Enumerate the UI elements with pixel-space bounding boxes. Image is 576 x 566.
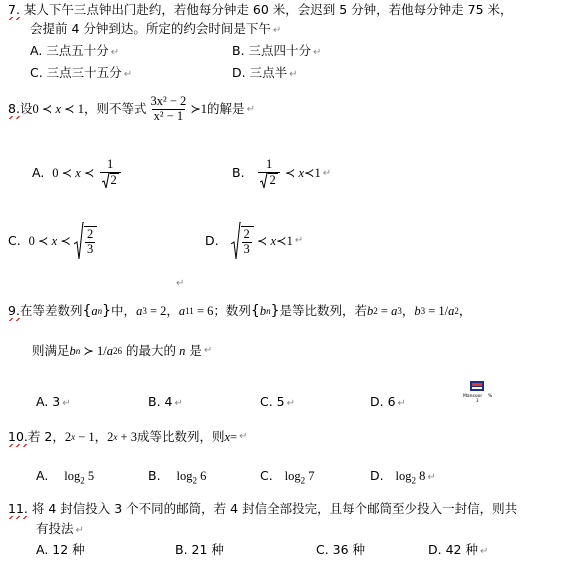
svg-text:Mansoor: Mansoor (463, 394, 483, 399)
question-8-stem: 8. 设 0 ≺ x ≺ 1 ，则不等式 $\frac{\text{3x² − 2}}{\text{x² − 1}}$ ≻ 1 的解是 ↵ (8, 94, 255, 123)
paragraph-mark-icon: ↵ (110, 47, 120, 58)
question-text: 会提前 4 分钟到达。所定的约会时间是下午 (30, 21, 271, 36)
paragraph-mark-icon: ↵ (174, 398, 183, 409)
paragraph-mark-icon: ↵ (176, 278, 185, 289)
question-number: 11. (8, 501, 28, 516)
option-d: D. $\log_2 8$ ↵ (370, 468, 436, 486)
question-11-line-2: 有投法 ↵ (36, 521, 84, 536)
question-10-stem: 10. 若 2， 2 x − 1， 2 x + 3 成等比数列，则 x = ↵ (8, 429, 248, 444)
paragraph-mark-icon: ↵ (75, 525, 84, 536)
option-d: D. 42 种 ↵ (428, 542, 489, 557)
paragraph-mark-icon: ↵ (479, 546, 489, 557)
paragraph-mark-icon: ↵ (123, 69, 133, 80)
paragraph-mark-icon: ↵ (294, 235, 304, 247)
question-number: 9. (8, 302, 20, 318)
option-a: A. 0 ≺ x ≺ $\frac{1}{2}$ (32, 158, 123, 189)
paragraph-mark-icon: ↵ (313, 47, 322, 58)
svg-text:3: 3 (476, 398, 479, 403)
option-d: D. 6 ↵ (370, 394, 406, 409)
option-c: C. 三点三十五分 ↵ (30, 65, 133, 80)
question-7-line-1 (8, 3, 513, 17)
question-text: 将 4 封信投入 3 个不同的邮筒，若 4 封信全部投完，且每个邮筒至少投入一封信，则共 (31, 501, 518, 516)
question-9-line-1: 9. 在等差数列 { a n } 中， a 3 = 2 ， a 11 = 6 ；数列 { b n } 是等比数列，若 b 2 = a 3 ， b 3 = 1/ a 2 ， (8, 302, 472, 319)
question-text: 某人下午三点钟出门赴约，若他每分钟走 60 米，会迟到 5 分钟，若他每分钟走 75 米， (23, 2, 513, 17)
paragraph-mark-icon: ↵ (62, 398, 71, 409)
paragraph-mark-icon: ↵ (246, 103, 255, 115)
question-9-line-2: 则满足 b n ≻ 1/ a 26 的最大的 n 是 ↵ (32, 343, 213, 358)
paragraph-mark-icon: ↵ (239, 431, 248, 443)
option-a: A. 3 ↵ (36, 394, 71, 409)
question-number: 8. (8, 101, 20, 117)
option-d: D. $\frac{2}{3}$ ≺ x ≺ 1 ↵ (205, 222, 303, 260)
paragraph-mark-icon: ↵ (397, 398, 406, 409)
option-a: A. $\log_2 5$ (36, 468, 95, 486)
paragraph-mark-icon: ↵ (272, 25, 282, 36)
option-c: C. 36 种 (316, 542, 366, 557)
option-b: B. $\log_2 6$ (148, 468, 207, 486)
question-number: 10. (8, 429, 28, 444)
option-b: B. $\frac{1}{2}$ ≺ x ≺ 1 ↵ (232, 157, 332, 188)
question-7-line-2 (30, 22, 281, 37)
paragraph-mark-icon: ↵ (427, 472, 436, 483)
option-c: C. 5 ↵ (260, 394, 296, 409)
option-c: C. 0 ≺ x ≺ $\frac{2}{3}$ (8, 222, 97, 260)
paragraph-mark-icon: ↵ (286, 398, 296, 409)
option-c: C. $\log_2 7$ (260, 468, 315, 486)
question-number: 7. (8, 2, 20, 17)
option-a: A. 三点五十分 ↵ (30, 43, 120, 58)
option-d: D. 三点半 ↵ (232, 65, 298, 80)
paragraph-mark-icon: ↵ (203, 345, 213, 357)
option-b: B. 4 ↵ (148, 394, 183, 409)
inequality-fraction: $\frac{\text{3x² − 2}}{\text{x² − 1}}$ (150, 94, 187, 123)
question-11-line-1 (8, 502, 517, 516)
option-b: B. 21 种 (175, 542, 224, 557)
paragraph-mark-icon: ↵ (322, 167, 332, 179)
publisher-logo-icon (462, 380, 502, 407)
svg-text:%: % (488, 394, 493, 399)
option-a: A. 12 种 (36, 542, 85, 557)
paragraph-mark-icon: ↵ (289, 69, 298, 80)
option-b: B. 三点四十分 ↵ (232, 43, 322, 58)
